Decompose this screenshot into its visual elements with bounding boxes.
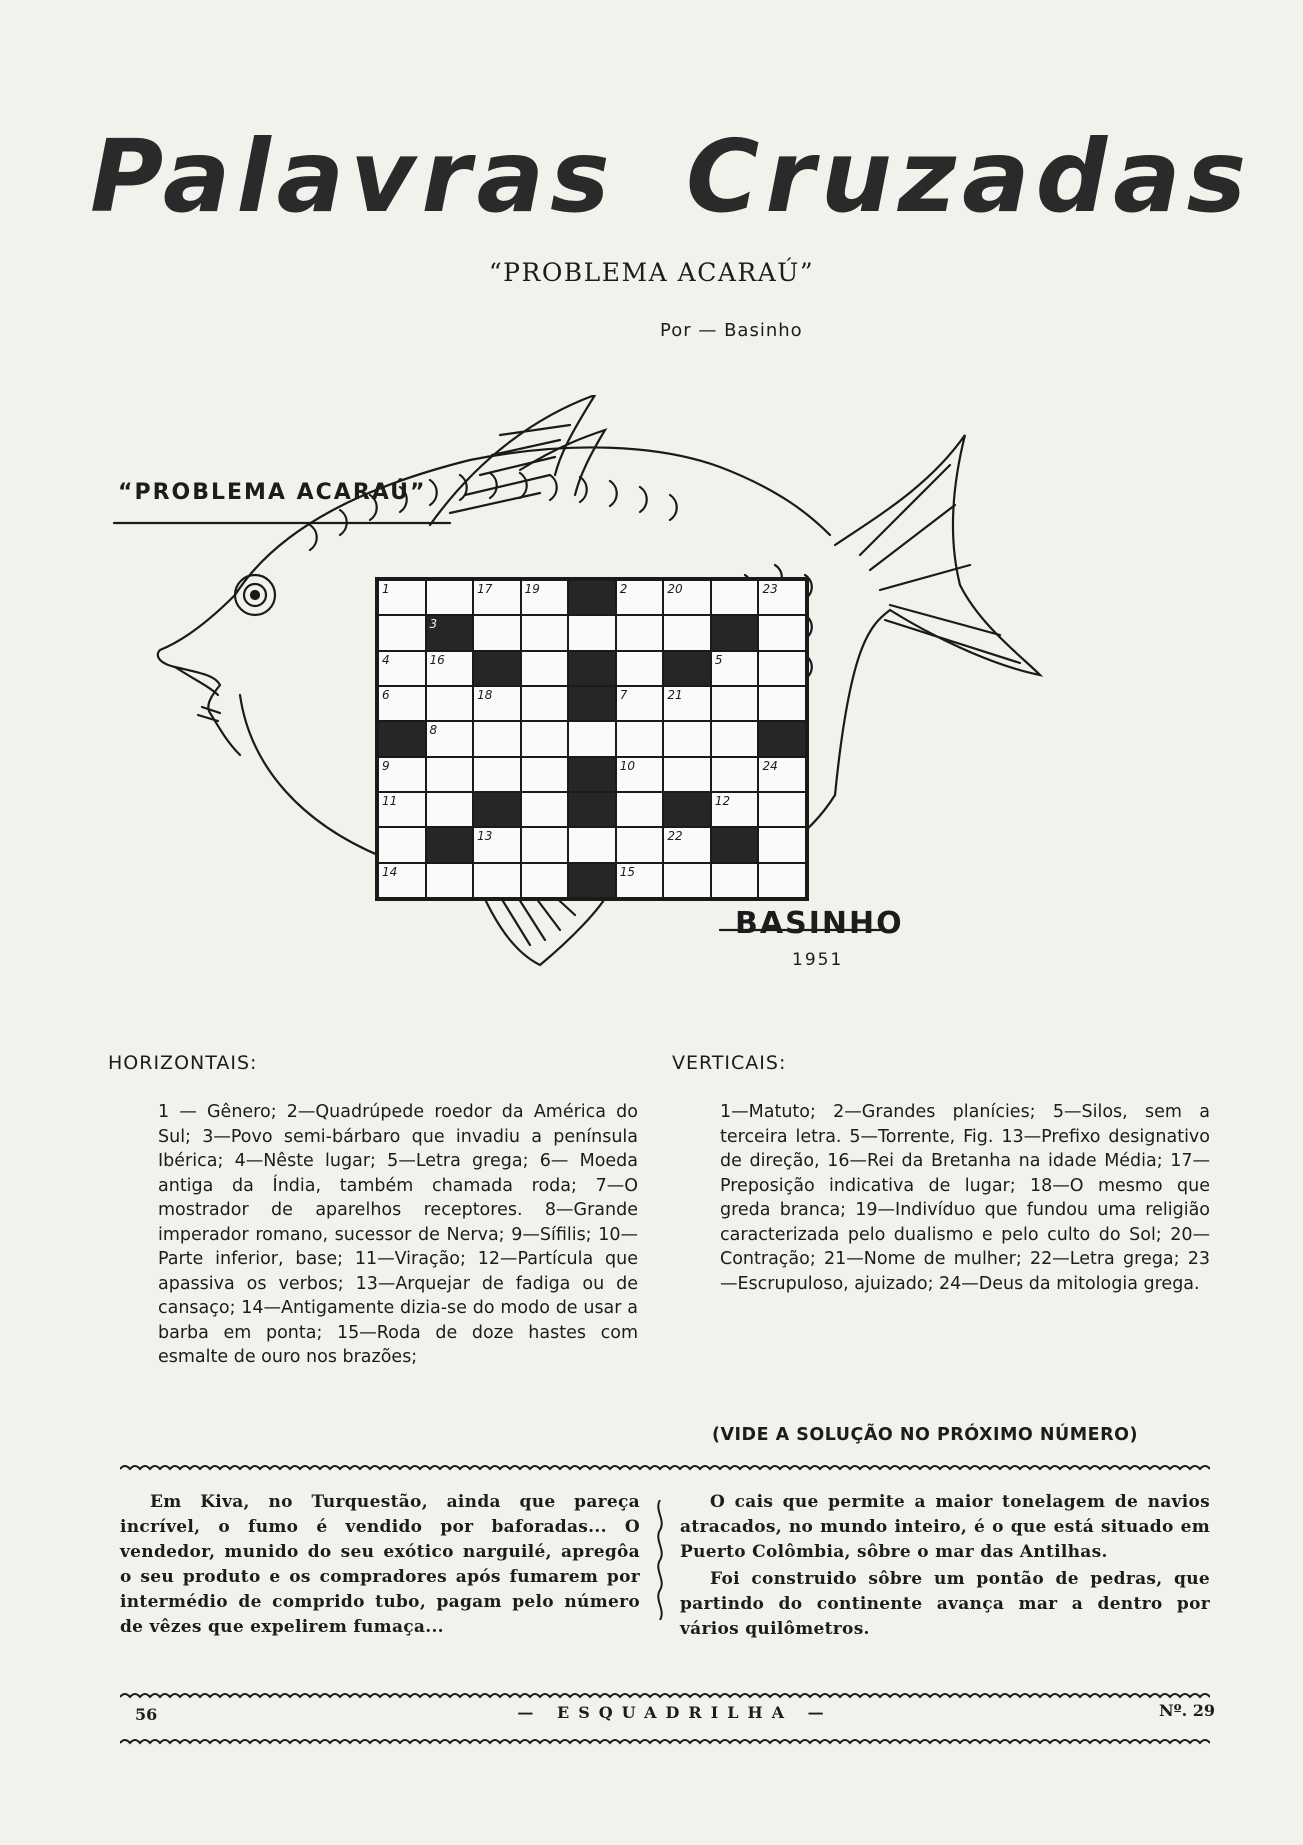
grid-cell[interactable] — [521, 580, 569, 615]
grid-cell-black — [568, 686, 616, 721]
grid-cell-black — [568, 580, 616, 615]
grid-cell[interactable] — [568, 615, 616, 650]
grid-cell[interactable] — [426, 863, 474, 898]
clue-number: 23 — [762, 582, 778, 596]
clue-number: 24 — [762, 758, 778, 773]
artist-signature: BASINHO — [735, 906, 904, 941]
grid-cell-black — [568, 863, 616, 898]
grid-cell-black — [663, 792, 711, 827]
grid-cell[interactable] — [711, 792, 759, 827]
grid-cell[interactable] — [663, 863, 711, 898]
page-number: 56 — [135, 1705, 158, 1724]
grid-cell[interactable] — [378, 827, 426, 862]
fish-back — [235, 447, 830, 595]
grid-cell[interactable] — [426, 757, 474, 792]
grid-cell[interactable] — [711, 651, 759, 686]
grid-cell[interactable] — [616, 580, 664, 615]
grid-cell[interactable] — [616, 615, 664, 650]
grid-cell[interactable] — [378, 651, 426, 686]
grid-cell[interactable] — [521, 757, 569, 792]
grid-cell[interactable] — [473, 863, 521, 898]
grid-cell[interactable] — [378, 757, 426, 792]
clue-number: 19 — [524, 582, 540, 596]
grid-cell[interactable] — [616, 757, 664, 792]
grid-cell[interactable] — [473, 827, 521, 862]
illustration-caption: “PROBLEMA ACARAÚ” — [118, 480, 427, 505]
grid-cell[interactable] — [616, 686, 664, 721]
grid-cell[interactable] — [378, 580, 426, 615]
note-right-p2: Foi construido sôbre um pontão de pedras, que partindo do continente avança mar a dentro por vários quilômetros. — [680, 1569, 1210, 1639]
grid-cell[interactable] — [616, 792, 664, 827]
clue-number: 18 — [477, 687, 493, 702]
horizontais-heading: HORIZONTAIS: — [108, 1052, 258, 1074]
clue-number: 10 — [619, 758, 636, 773]
grid-cell[interactable] — [758, 827, 806, 862]
grid-cell[interactable] — [663, 580, 711, 615]
grid-cell-black — [568, 792, 616, 827]
grid-cell[interactable] — [378, 792, 426, 827]
crossword-grid — [375, 577, 809, 901]
page-title — [90, 118, 1253, 238]
wavy-divider-footer-bottom — [120, 1736, 1210, 1750]
grid-cell-black — [711, 615, 759, 650]
grid-cell[interactable] — [616, 651, 664, 686]
clue-number: 15 — [619, 864, 636, 879]
clue-number: 12 — [714, 793, 731, 808]
grid-cell[interactable] — [758, 863, 806, 898]
grid-cell[interactable] — [521, 721, 569, 756]
grid-cell[interactable] — [426, 686, 474, 721]
signature-year: 1951 — [792, 950, 844, 970]
clue-number: 6 — [382, 687, 390, 702]
issue-number: Nº. 29 — [1158, 1701, 1215, 1720]
grid-cell-black — [378, 721, 426, 756]
fish-tail — [835, 435, 1040, 795]
grid-cell[interactable] — [521, 827, 569, 862]
dorsal-fin — [430, 395, 595, 525]
wavy-divider-top — [120, 1462, 1210, 1476]
grid-cell[interactable] — [663, 757, 711, 792]
clue-number: 8 — [429, 723, 438, 738]
clue-number: 11 — [382, 793, 398, 808]
title-word-2: Cruzadas — [686, 118, 1253, 235]
grid-cell-black — [426, 827, 474, 862]
grid-cell[interactable] — [521, 615, 569, 650]
grid-cell[interactable] — [663, 721, 711, 756]
grid-cell[interactable] — [426, 792, 474, 827]
grid-cell[interactable] — [758, 757, 806, 792]
grid-cell[interactable] — [711, 686, 759, 721]
grid-cell[interactable] — [426, 721, 474, 756]
grid-cell[interactable] — [473, 615, 521, 650]
fish-head — [158, 595, 240, 755]
grid-cell[interactable] — [711, 721, 759, 756]
grid-cell[interactable] — [758, 580, 806, 615]
grid-cell-black — [568, 651, 616, 686]
horizontais-clues: 1 — Gênero; 2—Quadrúpede roedor da América do Sul; 3—Povo semi-bárbaro que invadiu a península Ibérica; 4—Nêste lugar; 5—Letra grega; 6— Moeda antiga da Índia, também chamada roda; 7—O mostrador de aparelhos receptores. 8—Grande imperador romano, sucessor de Nerva; 9—Sífilis; 10—Parte inferior, base; 11—Viração; 12—Partícula que apassiva os verbos; 13—Arquejar de fadiga ou de cansaço; 14—Antigamente dizia-se do modo de usar a barba em ponta; 15—Roda de doze hastes com esmalte de ouro nos brazões; — [158, 1102, 638, 1367]
grid-cell[interactable] — [378, 615, 426, 650]
clue-number: 2 — [619, 582, 628, 596]
grid-cell[interactable] — [568, 827, 616, 862]
grid-cell[interactable] — [616, 721, 664, 756]
note-left-text: Em Kiva, no Turquestão, ainda que pareça incrível, o fumo é vendido por baforadas... O vendedor, munido do seu exótico narguilé, apregôa o seu produto e os compradores após fumarem por intermédio de comprido tubo, pagam pelo número de vêzes que expelirem fumaça... — [120, 1492, 640, 1637]
grid-cell[interactable] — [521, 863, 569, 898]
grid-cell[interactable] — [378, 863, 426, 898]
grid-cell-black — [663, 651, 711, 686]
crossword-grid-wrapper — [375, 577, 809, 901]
clue-number: 17 — [477, 582, 493, 596]
grid-cell[interactable] — [473, 580, 521, 615]
clue-number: 7 — [619, 687, 628, 702]
clue-number: 13 — [477, 829, 493, 844]
verticais-clues: 1—Matuto; 2—Grandes planícies; 5—Silos, sem a terceira letra. 5—Torrente, Fig. 13—Prefixo designativo de direção, 16—Rei da Bretanha na idade Média; 17—Preposição indicativa de lugar; 18—O mesmo que greda branca; 19—Indivíduo que fundou uma religião caracterizada pelo dualismo e pelo culto do Sol; 20—Contração; 21—Nome de mulher; 22—Letra grega; 23—Escrupuloso, ajuizado; 24—Deus da mitologia grega. — [720, 1102, 1210, 1294]
note-right — [680, 1490, 1210, 1644]
grid-cell-black — [568, 757, 616, 792]
clue-number: 14 — [382, 864, 398, 879]
clue-number: 4 — [382, 652, 390, 667]
grid-cell[interactable] — [568, 721, 616, 756]
grid-cell[interactable] — [616, 827, 664, 862]
grid-cell[interactable] — [663, 615, 711, 650]
grid-cell[interactable] — [378, 686, 426, 721]
grid-cell[interactable] — [426, 651, 474, 686]
clue-number: 16 — [429, 652, 445, 667]
grid-cell-black — [473, 651, 521, 686]
problem-subtitle: “PROBLEMA ACARAÚ” — [488, 258, 815, 287]
note-left — [120, 1490, 640, 1642]
clue-number: 22 — [667, 829, 683, 844]
grid-cell[interactable] — [521, 792, 569, 827]
grid-cell-black — [473, 792, 521, 827]
grid-cell[interactable] — [616, 863, 664, 898]
clue-number: 21 — [667, 687, 683, 702]
clue-number: 9 — [382, 758, 390, 773]
grid-cell[interactable] — [758, 651, 806, 686]
grid-cell[interactable] — [711, 757, 759, 792]
wavy-divider-footer-top — [120, 1690, 1210, 1704]
grid-cell[interactable] — [711, 863, 759, 898]
grid-cell[interactable] — [473, 686, 521, 721]
grid-cell[interactable] — [426, 580, 474, 615]
author-credit: Por — Basinho — [660, 320, 803, 341]
clue-number: 20 — [667, 582, 683, 596]
grid-cell[interactable] — [473, 757, 521, 792]
clue-number: 3 — [429, 617, 438, 632]
grid-cell[interactable] — [663, 686, 711, 721]
magazine-name: — ESQUADRILHA — — [517, 1703, 833, 1722]
solution-note: (VIDE A SOLUÇÃO NO PRÓXIMO NÚMERO) — [712, 1425, 1138, 1445]
grid-cell[interactable] — [758, 615, 806, 650]
grid-cell[interactable] — [663, 827, 711, 862]
grid-cell[interactable] — [758, 686, 806, 721]
grid-cell-black — [758, 721, 806, 756]
clue-number: 1 — [382, 582, 390, 596]
brace-divider — [652, 1500, 668, 1620]
grid-cell[interactable] — [521, 651, 569, 686]
note-right-p1: O cais que permite a maior tonelagem de navios atracados, no mundo inteiro, é o que está situado em Puerto Colômbia, sôbre o mar das Antilhas. — [680, 1492, 1210, 1562]
title-word-1: Palavras — [90, 118, 616, 235]
grid-cell-black — [426, 615, 474, 650]
grid-cell[interactable] — [473, 721, 521, 756]
verticais-heading: VERTICAIS: — [672, 1052, 787, 1074]
grid-cell[interactable] — [521, 686, 569, 721]
grid-cell[interactable] — [711, 580, 759, 615]
grid-cell-black — [711, 827, 759, 862]
grid-cell[interactable] — [758, 792, 806, 827]
clue-number: 5 — [714, 652, 723, 667]
